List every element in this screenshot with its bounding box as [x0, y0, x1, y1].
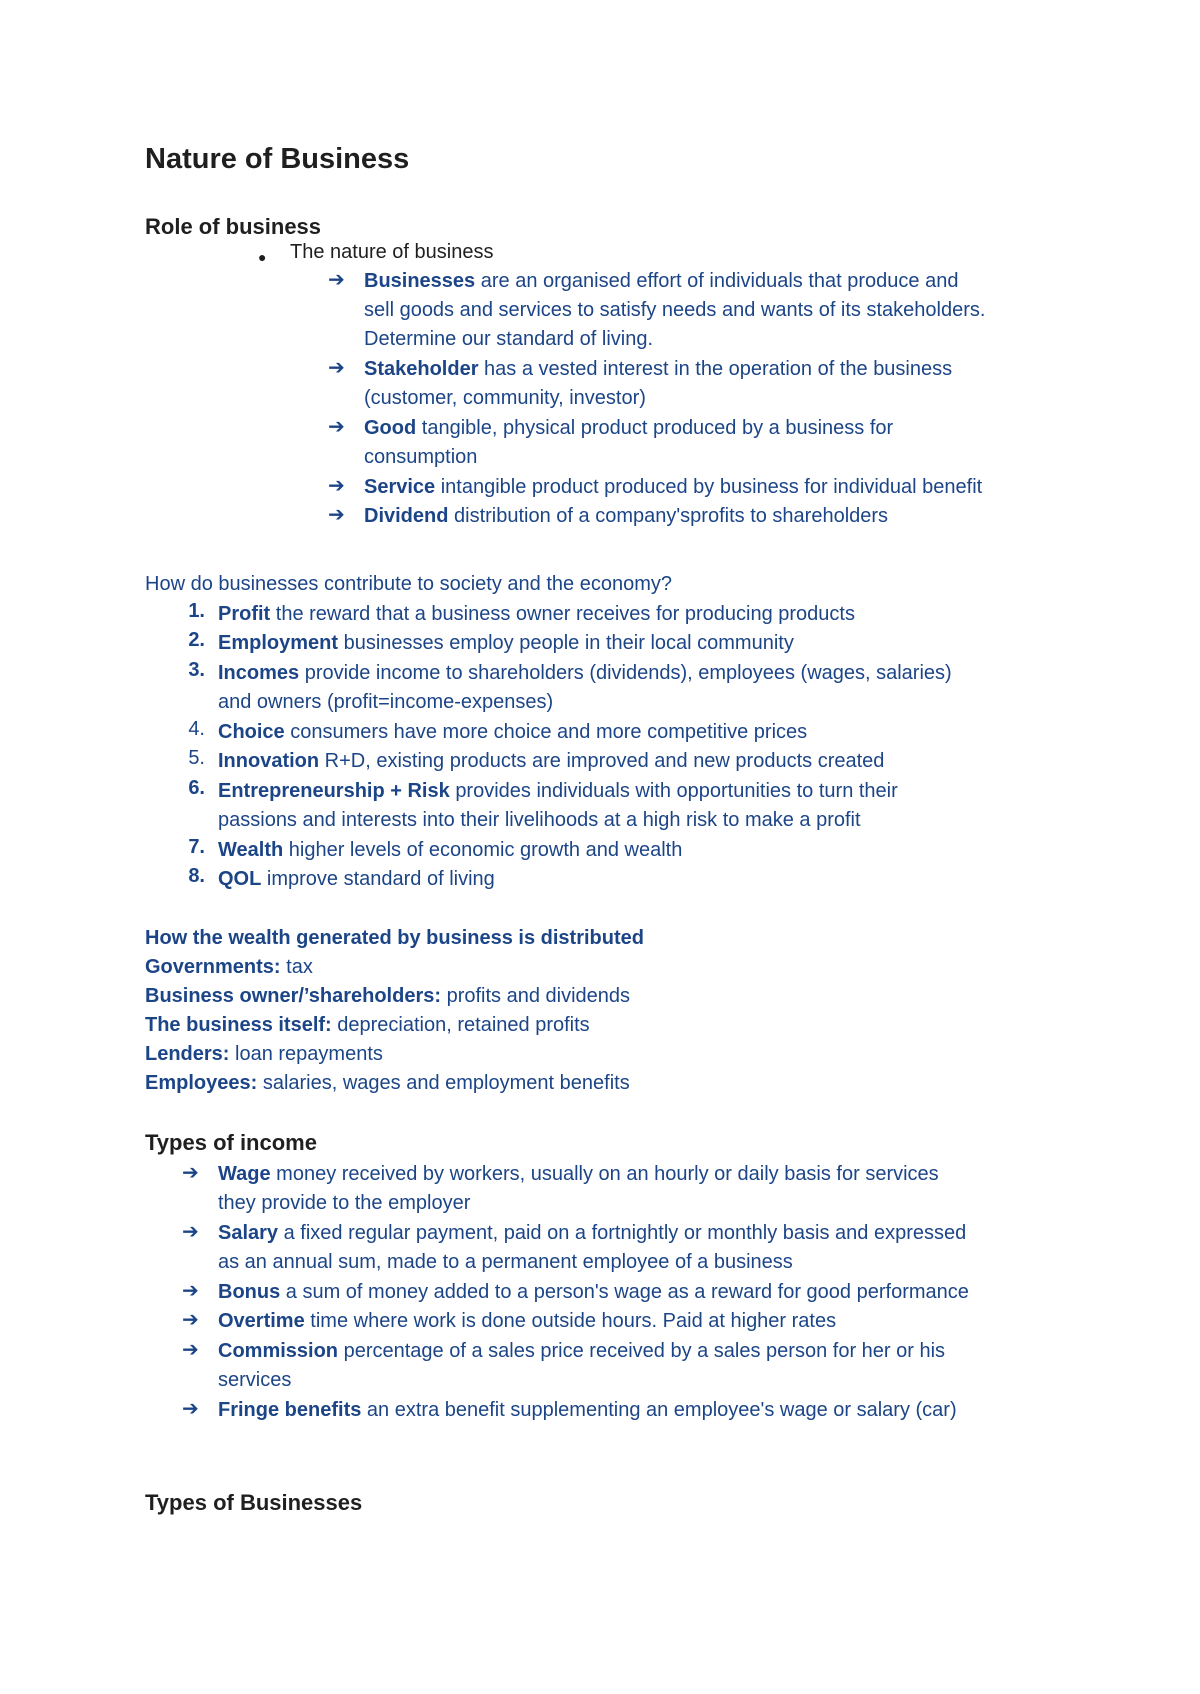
arrow-icon: ➔: [328, 475, 345, 497]
arrow-icon: ➔: [328, 416, 345, 438]
section-heading-types: Types of Businesses: [145, 1490, 363, 1515]
term-label: Innovation: [218, 750, 320, 772]
arrow-icon: ➔: [182, 1280, 199, 1302]
term-label: Entrepreneurship + Risk: [218, 780, 450, 802]
term-label: Overtime: [218, 1310, 305, 1332]
term-label: Incomes: [218, 662, 300, 684]
term-text: profits and dividends: [446, 985, 631, 1007]
term-text: are an organised effort of individuals that produce and: [480, 270, 959, 292]
list-number: 5.: [188, 747, 205, 769]
term-label: Businesses: [364, 270, 476, 292]
list-item-continued: consumption: [364, 446, 478, 468]
term-text: tax: [286, 956, 313, 978]
term-text: loan repayments: [235, 1043, 383, 1065]
section-heading-role: Role of business: [145, 214, 322, 239]
term-text: has a vested interest in the operation of the business: [484, 358, 953, 380]
term-text: salaries, wages and employment benefits: [262, 1072, 630, 1094]
wealth-item: [145, 953, 313, 982]
arrow-icon: ➔: [182, 1339, 199, 1361]
list-item: [218, 777, 898, 806]
term-text: tangible, physical product produced by a business for: [421, 417, 894, 439]
term-text: improve standard of living: [266, 868, 495, 890]
term-label: Wealth: [218, 839, 284, 861]
term-text: a fixed regular payment, paid on a fortnightly or monthly basis and expressed: [283, 1222, 967, 1244]
term-text: money received by workers, usually on an hourly or daily basis for services: [276, 1163, 939, 1185]
term-label: QOL: [218, 868, 262, 890]
term-label: Employees:: [145, 1072, 258, 1094]
term-label: Wage: [218, 1163, 271, 1185]
wealth-heading: How the wealth generated by business is distributed: [145, 927, 644, 949]
term-text: a sum of money added to a person's wage as a reward for good performance: [285, 1281, 969, 1303]
term-label: Good: [364, 417, 417, 439]
list-item: [218, 1219, 966, 1248]
term-text: businesses employ people in their local community: [343, 632, 794, 654]
list-item: [218, 1160, 939, 1189]
list-number: 1.: [188, 600, 205, 622]
list-item: [364, 267, 958, 296]
list-number: 2.: [188, 629, 205, 651]
term-label: Governments:: [145, 956, 281, 978]
list-item: [218, 629, 794, 658]
list-item-continued: and owners (profit=income-expenses): [218, 691, 554, 713]
term-label: Profit: [218, 603, 271, 625]
arrow-icon: ➔: [328, 269, 345, 291]
term-label: Employment: [218, 632, 339, 654]
list-item: [364, 414, 893, 443]
list-number: 6.: [188, 777, 205, 799]
wealth-item: [145, 982, 630, 1011]
arrow-icon: ➔: [182, 1221, 199, 1243]
arrow-icon: ➔: [182, 1309, 199, 1331]
list-item-continued: they provide to the employer: [218, 1192, 471, 1214]
term-text: depreciation, retained profits: [337, 1014, 590, 1036]
term-label: Choice: [218, 721, 285, 743]
page-title: Nature of Business: [145, 143, 410, 175]
term-text: intangible product produced by business for individual benefit: [440, 476, 983, 498]
list-number: 8.: [188, 865, 205, 887]
term-text: higher levels of economic growth and wealth: [288, 839, 683, 861]
list-item: [218, 1278, 969, 1307]
list-item: [364, 502, 888, 531]
arrow-icon: ➔: [328, 357, 345, 379]
list-item: [218, 600, 855, 629]
term-label: Business owner/’shareholders:: [145, 985, 442, 1007]
list-item: [218, 659, 952, 688]
term-label: Dividend: [364, 505, 449, 527]
term-label: Salary: [218, 1222, 279, 1244]
list-item-continued: Determine our standard of living.: [364, 328, 654, 350]
question-text: How do businesses contribute to society and the economy?: [145, 573, 672, 595]
term-text: R+D, existing products are improved and new products created: [324, 750, 885, 772]
list-item-continued: passions and interests into their livelihoods at a high risk to make a profit: [218, 809, 861, 831]
section-heading-income: Types of income: [145, 1130, 317, 1155]
term-text: time where work is done outside hours. Paid at higher rates: [310, 1310, 837, 1332]
term-label: Fringe benefits: [218, 1399, 362, 1421]
list-number: 4.: [188, 718, 205, 740]
term-text: distribution of a company'sprofits to shareholders: [454, 505, 889, 527]
list-item: [218, 1307, 836, 1336]
term-text: the reward that a business owner receives for producing products: [275, 603, 855, 625]
term-text: percentage of a sales price received by a sales person for her or his: [343, 1340, 946, 1362]
term-text: provides individuals with opportunities to turn their: [455, 780, 898, 802]
term-label: Lenders:: [145, 1043, 230, 1065]
list-item-continued: services: [218, 1369, 292, 1391]
term-label: Service: [364, 476, 436, 498]
list-item: [218, 865, 495, 894]
term-label: Commission: [218, 1340, 339, 1362]
term-text: consumers have more choice and more competitive prices: [290, 721, 808, 743]
term-text: provide income to shareholders (dividends), employees (wages, salaries): [304, 662, 952, 684]
list-item: [218, 836, 682, 865]
list-item: [218, 718, 807, 747]
term-text: an extra benefit supplementing an employee's wage or salary (car): [366, 1399, 957, 1421]
wealth-item: [145, 1069, 630, 1098]
term-label: Bonus: [218, 1281, 281, 1303]
list-item-continued: (customer, community, investor): [364, 387, 646, 409]
bullet-nature: The nature of business: [290, 241, 494, 263]
list-number: 3.: [188, 659, 205, 681]
list-item: [364, 355, 952, 384]
list-item-continued: sell goods and services to satisfy needs and wants of its stakeholders.: [364, 299, 986, 321]
bullet-dot-icon: ●: [258, 249, 267, 265]
arrow-icon: ➔: [328, 504, 345, 526]
list-item: [218, 1337, 945, 1366]
list-item: [364, 473, 982, 502]
list-item: [218, 1396, 957, 1425]
wealth-item: [145, 1011, 590, 1040]
list-number: 7.: [188, 836, 205, 858]
term-label: Stakeholder: [364, 358, 479, 380]
arrow-icon: ➔: [182, 1162, 199, 1184]
list-item-continued: as an annual sum, made to a permanent employee of a business: [218, 1251, 793, 1273]
list-item: [218, 747, 884, 776]
wealth-item: [145, 1040, 383, 1069]
arrow-icon: ➔: [182, 1398, 199, 1420]
term-label: The business itself:: [145, 1014, 332, 1036]
